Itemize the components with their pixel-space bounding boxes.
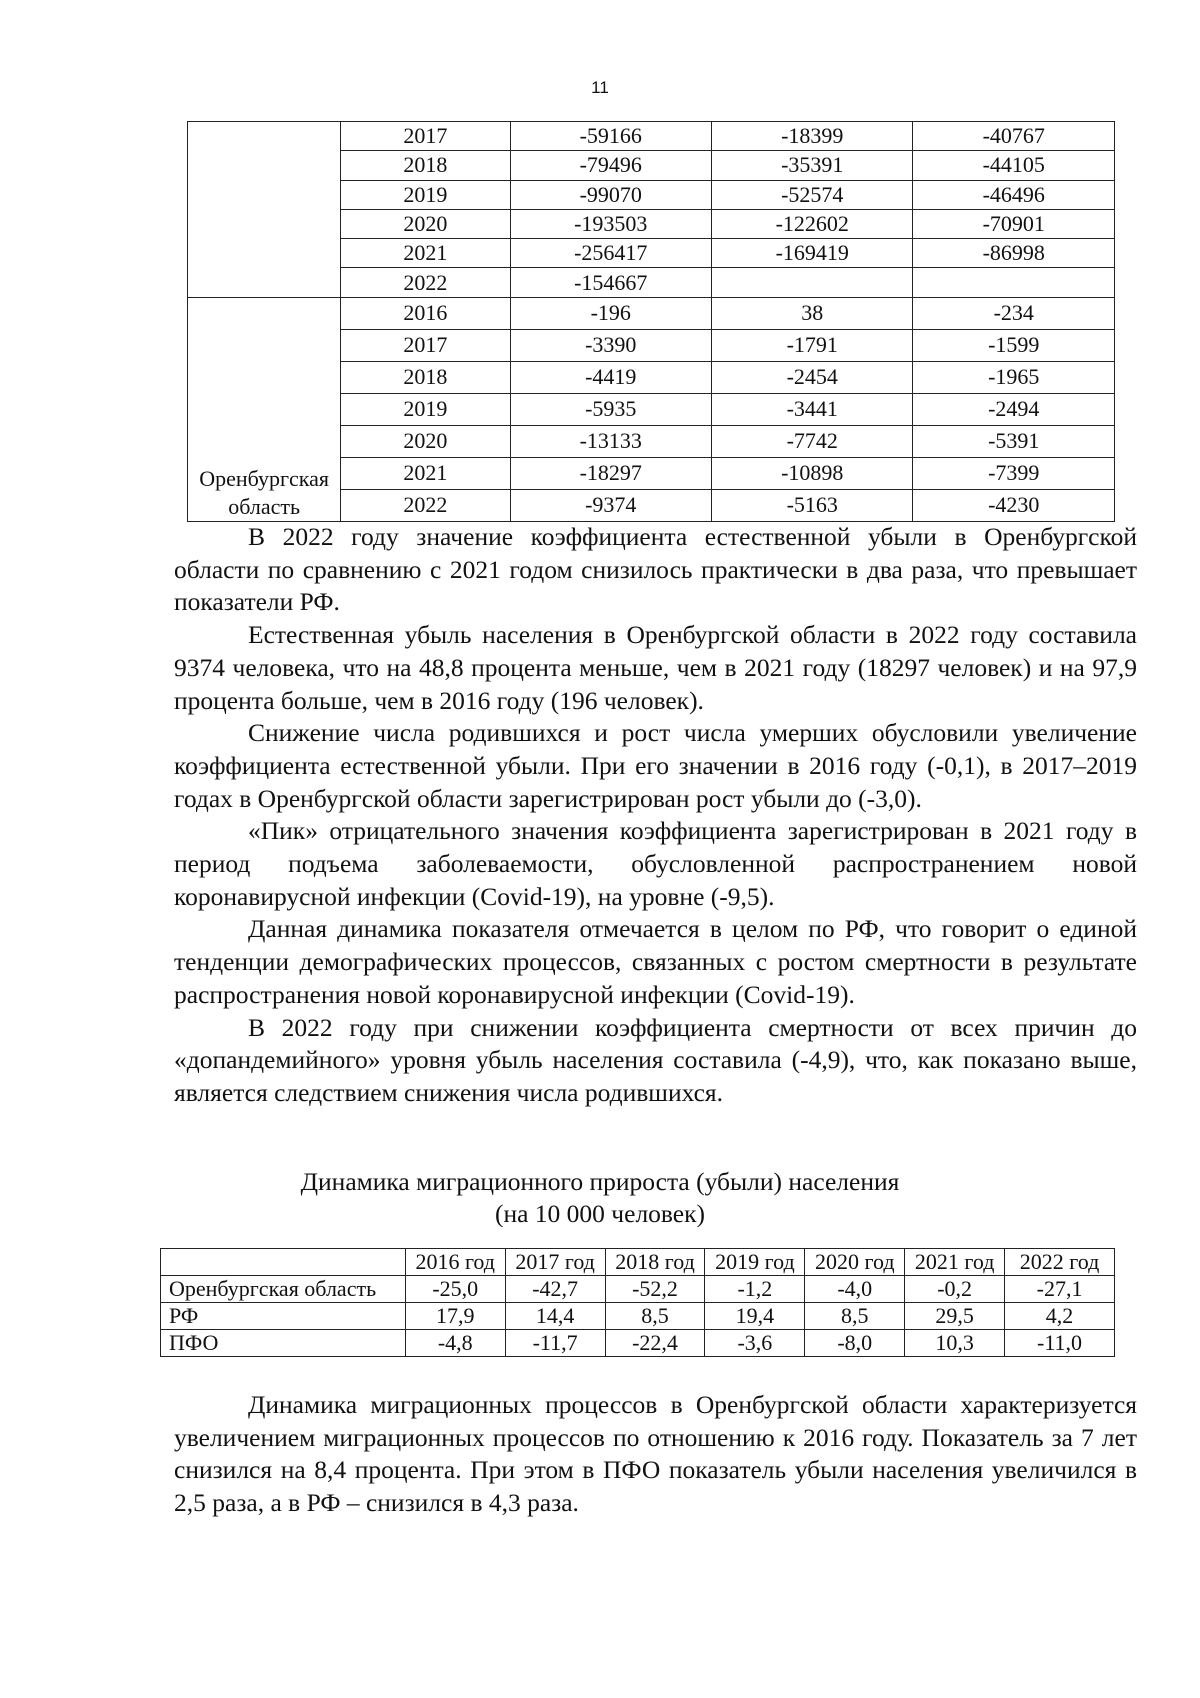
value-cell: -52,2 xyxy=(605,1276,705,1303)
year-cell: 2021 xyxy=(341,239,510,268)
header-cell: 2020 год xyxy=(805,1249,905,1276)
value-cell: -8,0 xyxy=(805,1330,905,1357)
value-cell: 8,5 xyxy=(805,1303,905,1330)
value-cell: -234 xyxy=(913,297,1115,329)
table-row xyxy=(188,297,1115,329)
value-cell: -11,7 xyxy=(505,1330,605,1357)
value-cell: -2494 xyxy=(913,393,1115,425)
paragraph: В 2022 году при снижении коэффициента смертности от всех причин до «допандемийного» уровня убыль населения составила (-4,9), что, как показано выше, является следствием снижения числа родившихся. xyxy=(174,1012,1137,1107)
value-cell: 17,9 xyxy=(405,1303,505,1330)
value-cell: -35391 xyxy=(712,151,913,180)
value-cell: 10,3 xyxy=(905,1330,1005,1357)
table-row xyxy=(161,1330,1115,1357)
value-cell: -70901 xyxy=(913,209,1115,238)
paragraph: Естественная убыль населения в Оренбургской области в 2022 году составила 9374 человека, что на 48,8 процента меньше, чем в 2021 году (18297 человек) и на 97,9 процента больше, чем в 2016 году (196 человек). xyxy=(174,620,1137,715)
year-cell: 2018 xyxy=(341,151,510,180)
value-cell: -52574 xyxy=(712,180,913,209)
value-cell: -10898 xyxy=(712,457,913,489)
value-cell: -256417 xyxy=(510,239,711,268)
value-cell: -4,0 xyxy=(805,1276,905,1303)
header-cell: 2017 год xyxy=(505,1249,605,1276)
value-cell xyxy=(913,268,1115,297)
row-label: ПФО xyxy=(161,1330,406,1357)
value-cell: -79496 xyxy=(510,151,711,180)
value-cell: -3441 xyxy=(712,393,913,425)
year-cell: 2019 xyxy=(341,393,510,425)
value-cell: -1791 xyxy=(712,329,913,361)
page-number: 11 xyxy=(591,78,609,97)
value-cell: 38 xyxy=(712,297,913,329)
header-cell: 2019 год xyxy=(705,1249,805,1276)
body-text-block-2 xyxy=(174,1389,1137,1520)
value-cell: -86998 xyxy=(913,239,1115,268)
value-cell: -4419 xyxy=(510,361,711,393)
value-cell: -2454 xyxy=(712,361,913,393)
caption-title: Динамика миграционного прироста (убыли) населения xyxy=(300,1167,900,1196)
value-cell: -40767 xyxy=(913,122,1115,151)
region-cell-empty xyxy=(188,122,341,298)
paragraph: «Пик» отрицательного значения коэффициента зарегистрирован в 2021 году в период подъема заболеваемости, обусловленной распространением новой коронавирусной инфекции (Covid-19), на уровне (-9,5). xyxy=(174,816,1137,911)
value-cell: -3390 xyxy=(510,329,711,361)
header-cell: 2016 год xyxy=(405,1249,505,1276)
value-cell: -169419 xyxy=(712,239,913,268)
value-cell: -193503 xyxy=(510,209,711,238)
value-cell: -5391 xyxy=(913,425,1115,457)
value-cell: -22,4 xyxy=(605,1330,705,1357)
value-cell: 19,4 xyxy=(705,1303,805,1330)
paragraph: Динамика миграционных процессов в Оренбургской области характеризуется увеличением миграционных процессов по отношению к 2016 году. Показатель за 7 лет снизился на 8,4 процента. При этом в ПФО показатель убыли населения увеличился в 2,5 раза, а в РФ – снизился в 4,3 раза. xyxy=(174,1390,1137,1518)
value-cell: -4,8 xyxy=(405,1330,505,1357)
value-cell: -99070 xyxy=(510,180,711,209)
value-cell: -9374 xyxy=(510,489,711,521)
value-cell: -13133 xyxy=(510,425,711,457)
value-cell: -44105 xyxy=(913,151,1115,180)
value-cell: -59166 xyxy=(510,122,711,151)
year-cell: 2020 xyxy=(341,209,510,238)
value-cell: -25,0 xyxy=(405,1276,505,1303)
value-cell: -5935 xyxy=(510,393,711,425)
value-cell: -0,2 xyxy=(905,1276,1005,1303)
value-cell: -1599 xyxy=(913,329,1115,361)
table-row xyxy=(161,1303,1115,1330)
value-cell: -27,1 xyxy=(1005,1276,1115,1303)
year-cell: 2020 xyxy=(341,425,510,457)
value-cell: -5163 xyxy=(712,489,913,521)
value-cell: -46496 xyxy=(913,180,1115,209)
year-cell: 2021 xyxy=(341,457,510,489)
year-cell: 2018 xyxy=(341,361,510,393)
table-row xyxy=(188,122,1115,151)
header-cell: 2018 год xyxy=(605,1249,705,1276)
year-cell: 2017 xyxy=(341,122,510,151)
value-cell: -18399 xyxy=(712,122,913,151)
value-cell: -4230 xyxy=(913,489,1115,521)
value-cell: -7742 xyxy=(712,425,913,457)
value-cell xyxy=(712,268,913,297)
value-cell: -1,2 xyxy=(705,1276,805,1303)
value-cell: -7399 xyxy=(913,457,1115,489)
value-cell: -196 xyxy=(510,297,711,329)
value-cell: -122602 xyxy=(712,209,913,238)
table-row xyxy=(161,1276,1115,1303)
paragraph: Снижение числа родившихся и рост числа умерших обусловили увеличение коэффициента естественной убыли. При его значении в 2016 году (-0,1), в 2017–2019 годах в Оренбургской области зарегистрирован рост убыли до (-3,0). xyxy=(174,718,1137,813)
year-cell: 2016 xyxy=(341,297,510,329)
row-label: РФ xyxy=(161,1303,406,1330)
table-header-row xyxy=(161,1249,1115,1276)
value-cell: -42,7 xyxy=(505,1276,605,1303)
value-cell: -3,6 xyxy=(705,1330,805,1357)
body-text-block xyxy=(174,521,1137,1110)
value-cell: -154667 xyxy=(510,268,711,297)
natural-decline-table xyxy=(187,121,1115,522)
value-cell: 4,2 xyxy=(1005,1303,1115,1330)
value-cell: -11,0 xyxy=(1005,1330,1115,1357)
value-cell: -1965 xyxy=(913,361,1115,393)
value-cell: 14,4 xyxy=(505,1303,605,1330)
header-cell xyxy=(161,1249,406,1276)
paragraph: Данная динамика показателя отмечается в целом по РФ, что говорит о единой тенденции демографических процессов, связанных с ростом смертности в результате распространения новой коронавирусной инфекции (Covid-19). xyxy=(174,914,1137,1009)
header-cell: 2022 год xyxy=(1005,1249,1115,1276)
year-cell: 2019 xyxy=(341,180,510,209)
value-cell: 8,5 xyxy=(605,1303,705,1330)
region-label: Оренбургская область xyxy=(199,465,330,519)
year-cell: 2017 xyxy=(341,329,510,361)
region-cell xyxy=(188,297,341,521)
value-cell: 29,5 xyxy=(905,1303,1005,1330)
table-caption xyxy=(0,1166,1200,1230)
caption-units: (на 10 000 человек) xyxy=(494,1199,706,1228)
header-cell: 2021 год xyxy=(905,1249,1005,1276)
migration-table xyxy=(160,1248,1115,1357)
year-cell: 2022 xyxy=(341,268,510,297)
value-cell: -18297 xyxy=(510,457,711,489)
row-label: Оренбургская область xyxy=(161,1276,406,1303)
paragraph: В 2022 году значение коэффициента естественной убыли в Оренбургской области по сравнению с 2021 годом снизилось практически в два раза, что превышает показатели РФ. xyxy=(174,522,1137,617)
year-cell: 2022 xyxy=(341,489,510,521)
